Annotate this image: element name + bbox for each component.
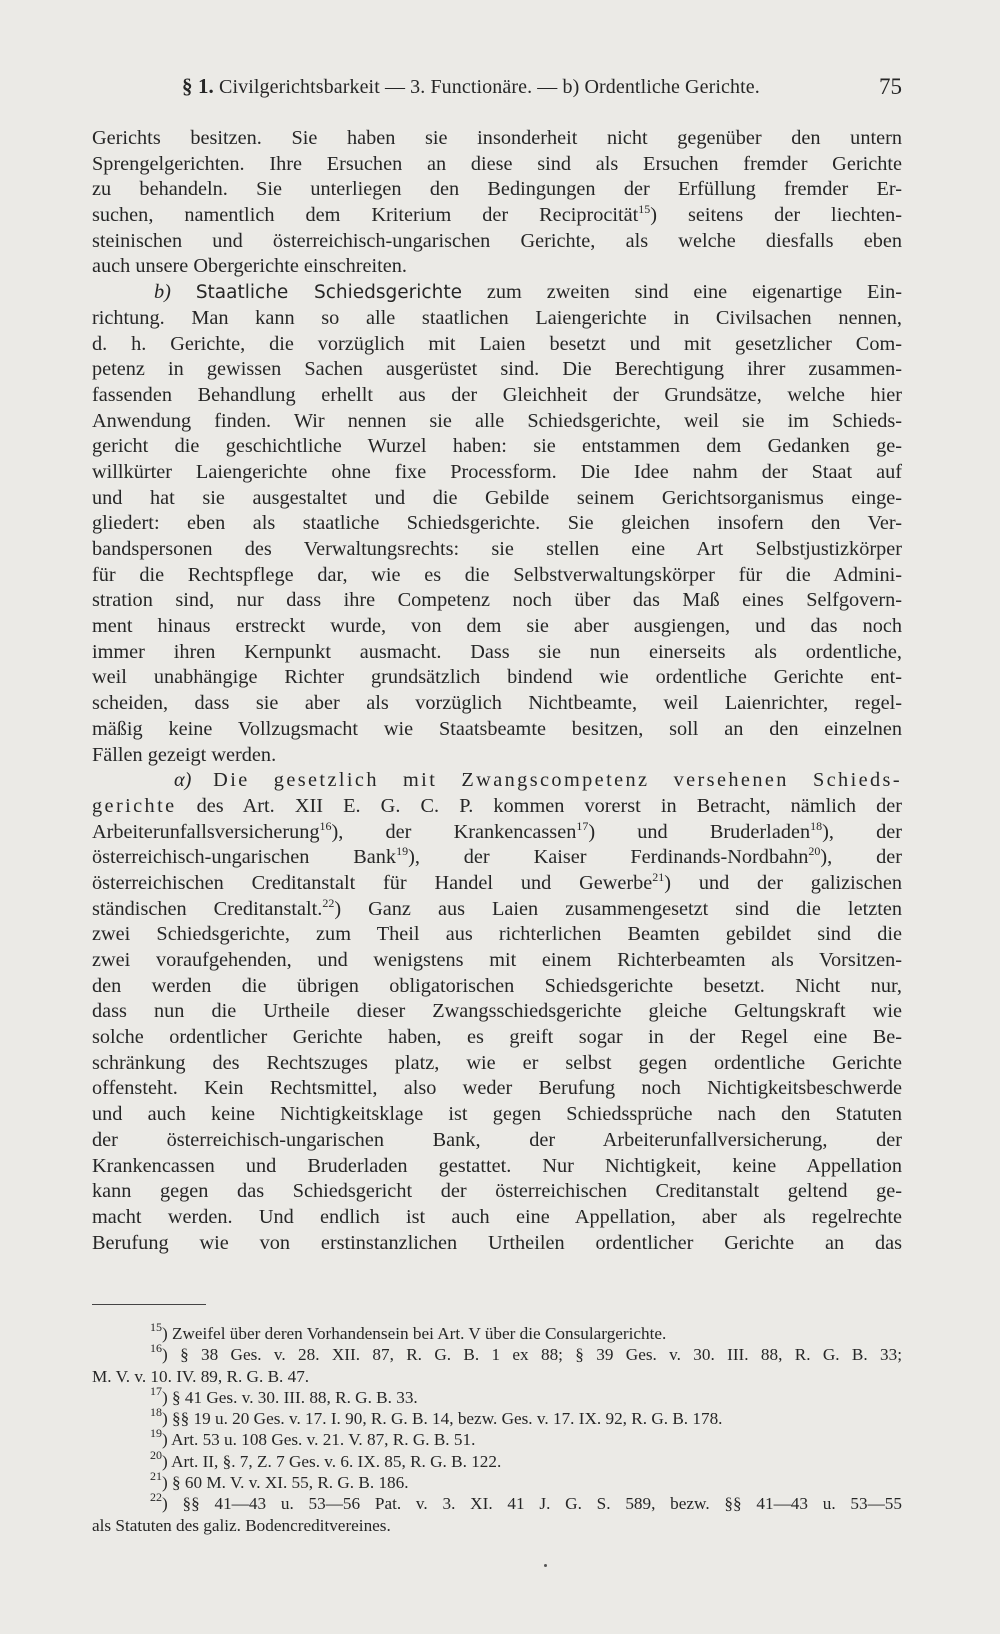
subsection-heading: Die gesetzlich mit Zwangscompetenz versehenen Schieds- bbox=[213, 769, 902, 792]
footnote-number: 20 bbox=[150, 1447, 162, 1462]
text-line: zu behandeln. Sie unterliegen den Bedingungen der Erfüllung fremder Er- bbox=[92, 178, 902, 201]
footnote-text: ) § 60 M. V. v. XI. 55, R. G. B. 186. bbox=[162, 1473, 409, 1493]
text-line: solche ordentlicher Gerichte haben, es greift sogar in der Regel eine Be- bbox=[92, 1026, 902, 1049]
text-line bbox=[92, 820, 902, 846]
text-line: macht werden. Und endlich ist auch eine Appellation, aber als regelrechte bbox=[92, 1205, 902, 1228]
running-head-title bbox=[182, 74, 760, 99]
text-run: Arbeiterunfallsversicherung bbox=[92, 820, 320, 843]
subsection-heading-cont: gerichte bbox=[92, 794, 177, 817]
running-head-text: Civilgerichtsbarkeit — 3. Functionäre. — b) Ordentliche Gerichte. bbox=[219, 76, 760, 98]
footnote-number: 17 bbox=[150, 1383, 162, 1398]
text-line: auch unsere Obergerichte einschreiten. bbox=[92, 255, 407, 278]
footnote-17 bbox=[92, 1383, 902, 1408]
footnote-text: ) Art. 53 u. 108 Ges. v. 21. V. 87, R. G. B. 51. bbox=[162, 1430, 476, 1450]
text-line: willkürter Laiengerichte ohne fixe Processform. Die Idee nahm der Staat auf bbox=[92, 460, 902, 483]
text-line: Anwendung finden. Wir nennen sie alle Schiedsgerichte, weil sie im Schieds- bbox=[92, 409, 902, 432]
footnote-ref: 22 bbox=[322, 895, 335, 910]
text-line: immer ihren Kernpunkt ausmacht. Dass sie nun einerseits als ordentliche, bbox=[92, 640, 902, 663]
footnote-15 bbox=[92, 1320, 902, 1344]
subsection-marker: α) bbox=[174, 769, 192, 792]
text-line: fassenden Behandlung erhellt aus der Gleichheit der Grundsätze, welche hier bbox=[92, 383, 902, 406]
text-line: Gerichts besitzen. Sie haben sie insonderheit nicht gegenüber den untern bbox=[92, 127, 902, 149]
section-mark: § 1. bbox=[182, 74, 214, 98]
footnote-ref: 19 bbox=[396, 844, 409, 859]
footnote-ref: 21 bbox=[652, 869, 665, 884]
footnote-number: 16 bbox=[150, 1341, 162, 1356]
footnote-20 bbox=[92, 1447, 902, 1472]
footnote-ref: 17 bbox=[576, 818, 589, 833]
footnote-number: 22 bbox=[150, 1490, 162, 1505]
section-heading-line bbox=[92, 280, 902, 306]
text-run: zum zweiten sind eine eigenartige Ein- bbox=[486, 281, 902, 304]
footnote-16-cont: M. V. v. 10. IV. 89, R. G. B. 47. bbox=[92, 1366, 310, 1386]
text-run: ständischen Creditanstalt. bbox=[92, 897, 323, 920]
text-line: Sprengelgerichten. Ihre Ersuchen an diese sind als Ersuchen fremder Gerichte bbox=[92, 152, 902, 175]
text-run: ), der Kaiser Ferdinands-Nordbahn bbox=[408, 846, 809, 869]
footnote-19 bbox=[92, 1426, 902, 1450]
subsection-heading-line bbox=[92, 768, 902, 794]
footnote-22-cont: als Statuten des galiz. Bodencreditvereines. bbox=[92, 1515, 391, 1535]
text-run: suchen, namentlich dem Kriterium der Reciprocität bbox=[92, 204, 639, 227]
text-line: bandspersonen des Verwaltungsrechts: sie stellen eine Art Selbstjustizkörper bbox=[92, 538, 902, 560]
footnote-text: ) § 38 Ges. v. 28. XII. 87, R. G. B. 1 ex 88; § 39 Ges. v. 30. III. 88, R. G. B. 33; bbox=[162, 1345, 902, 1365]
text-run: ) und Bruderladen bbox=[588, 820, 811, 843]
text-line: Berufung wie von erstinstanzlichen Urtheilen ordentlicher Gerichte an das bbox=[92, 1231, 902, 1254]
footnote-number: 19 bbox=[150, 1426, 162, 1441]
text-line: petenz in gewissen Sachen ausgerüstet sind. Die Berechtigung ihrer zusammen- bbox=[92, 358, 902, 381]
footnote-ref: 15 bbox=[638, 202, 651, 217]
section-marker: b) bbox=[154, 281, 171, 304]
text-line: schränkung des Rechtszuges platz, wie er selbst gegen ordentliche Gerichte bbox=[92, 1051, 902, 1074]
footnote-21 bbox=[92, 1469, 902, 1493]
footnotes bbox=[92, 1320, 902, 1536]
main-text bbox=[92, 126, 902, 1256]
text-line: der österreichisch-ungarischen Bank, der Arbeiterunfallversicherung, der bbox=[92, 1128, 902, 1151]
text-run: des Art. XII E. G. C. P. kommen vorerst in Betracht, nämlich der bbox=[196, 794, 902, 817]
text-line: stration sind, nur dass ihre Competenz noch über das Maß eines Selfgovern- bbox=[92, 589, 902, 612]
text-run: ) seitens der liechten- bbox=[650, 204, 902, 227]
footnote-divider bbox=[92, 1304, 206, 1305]
text-line bbox=[92, 871, 902, 897]
text-run: österreichisch-ungarischen Bank bbox=[92, 846, 397, 869]
text-line bbox=[92, 845, 902, 871]
footnote-18 bbox=[92, 1405, 902, 1429]
text-line: kann gegen das Schiedsgericht der österreichischen Creditanstalt geltend ge- bbox=[92, 1180, 902, 1203]
text-line: Krankencassen und Bruderladen gestattet. Nur Nichtigkeit, keine Appellation bbox=[92, 1154, 902, 1177]
text-line: weil unabhängige Richter grundsätzlich bindend wie ordentliche Gerichte ent- bbox=[92, 666, 902, 689]
text-line: mäßig keine Vollzugsmacht wie Staatsbeamte besitzen, soll an den einzelnen bbox=[92, 717, 902, 740]
text-run: österreichischen Creditanstalt für Handel und Gewerbe bbox=[92, 871, 653, 894]
footnote-number: 18 bbox=[150, 1405, 162, 1420]
page-number: 75 bbox=[879, 74, 902, 99]
text-line: gericht die geschichtliche Wurzel haben: sie entstammen dem Gedanken ge- bbox=[92, 435, 902, 458]
text-line: Fällen gezeigt werden. bbox=[92, 743, 277, 766]
text-line: offensteht. Kein Rechtsmittel, also weder Berufung noch Nichtigkeitsbeschwerde bbox=[92, 1077, 902, 1100]
section-heading: Staatliche Schiedsgerichte bbox=[195, 282, 462, 304]
text-line: steinischen und österreichisch-ungarischen Gerichte, als welche diesfalls eben bbox=[92, 229, 902, 252]
text-run: ) und der galizischen bbox=[664, 871, 902, 894]
text-run: ), der Krankencassen bbox=[331, 820, 577, 843]
text-run: ), der bbox=[822, 820, 903, 843]
text-line: richtung. Man kann so alle staatlichen Laiengerichte in Civilsachen nennen, bbox=[92, 306, 902, 329]
print-speck bbox=[544, 1564, 547, 1567]
text-line: dass nun die Urtheile dieser Zwangsschiedsgerichte gleiche Geltungskraft wie bbox=[92, 1000, 902, 1023]
text-line: gliedert: eben als staatliche Schiedsgerichte. Sie gleichen insofern den Ver- bbox=[92, 512, 902, 535]
footnote-ref: 16 bbox=[319, 818, 332, 833]
text-line: und hat sie ausgestaltet und die Gebilde seinem Gerichtsorganismus einge- bbox=[92, 486, 902, 509]
footnote-number: 21 bbox=[150, 1469, 162, 1484]
text-line: zwei voraufgehenden, und wenigstens mit einem Richterbeamten als Vorsitzen- bbox=[92, 949, 902, 971]
text-line: zwei Schiedsgerichte, zum Theil aus richterlichen Beamten gebildet sind die bbox=[92, 923, 902, 946]
footnote-text: ) §§ 19 u. 20 Ges. v. 17. I. 90, R. G. B. 14, bezw. Ges. v. 17. IX. 92, R. G. B. 178. bbox=[162, 1409, 723, 1429]
text-line: den werden die übrigen obligatorischen Schiedsgerichte besetzt. Nicht nur, bbox=[92, 974, 902, 997]
footnote-16 bbox=[92, 1341, 902, 1365]
running-header bbox=[92, 74, 902, 106]
text-run: ) Ganz aus Laien zusammengesetzt sind die letzten bbox=[334, 897, 902, 920]
text-run: ), der bbox=[820, 846, 902, 869]
text-line: d. h. Gerichte, die vorzüglich mit Laien besetzt und mit gesetzlicher Com- bbox=[92, 332, 902, 355]
text-line: und auch keine Nichtigkeitsklage ist gegen Schiedssprüche nach den Statuten bbox=[92, 1103, 902, 1126]
footnote-ref: 18 bbox=[810, 818, 823, 833]
footnote-ref: 20 bbox=[808, 844, 821, 859]
text-line: für die Rechtspflege dar, wie es die Selbstverwaltungskörper für die Admini- bbox=[92, 563, 902, 586]
footnote-text: ) Art. II, §. 7, Z. 7 Ges. v. 6. IX. 85, R. G. B. 122. bbox=[162, 1451, 502, 1471]
footnote-text: ) §§ 41—43 u. 53—56 Pat. v. 3. XI. 41 J. G. S. 589, bezw. §§ 41—43 u. 53—55 bbox=[162, 1494, 902, 1514]
text-line: scheiden, dass sie aber als vorzüglich Nichtbeamte, weil Laienrichter, regel- bbox=[92, 692, 902, 715]
footnote-22 bbox=[92, 1490, 902, 1514]
text-line bbox=[92, 897, 902, 923]
footnote-number: 15 bbox=[150, 1320, 162, 1334]
text-line: ment hinaus erstreckt wurde, von dem sie aber ausgiengen, und das noch bbox=[92, 615, 902, 638]
text-line bbox=[92, 794, 902, 820]
footnote-text: ) Zweifel über deren Vorhandensein bei Art. V über die Consulargerichte. bbox=[162, 1324, 667, 1343]
footnote-text: ) § 41 Ges. v. 30. III. 88, R. G. B. 33. bbox=[162, 1387, 418, 1407]
text-line bbox=[92, 203, 902, 229]
